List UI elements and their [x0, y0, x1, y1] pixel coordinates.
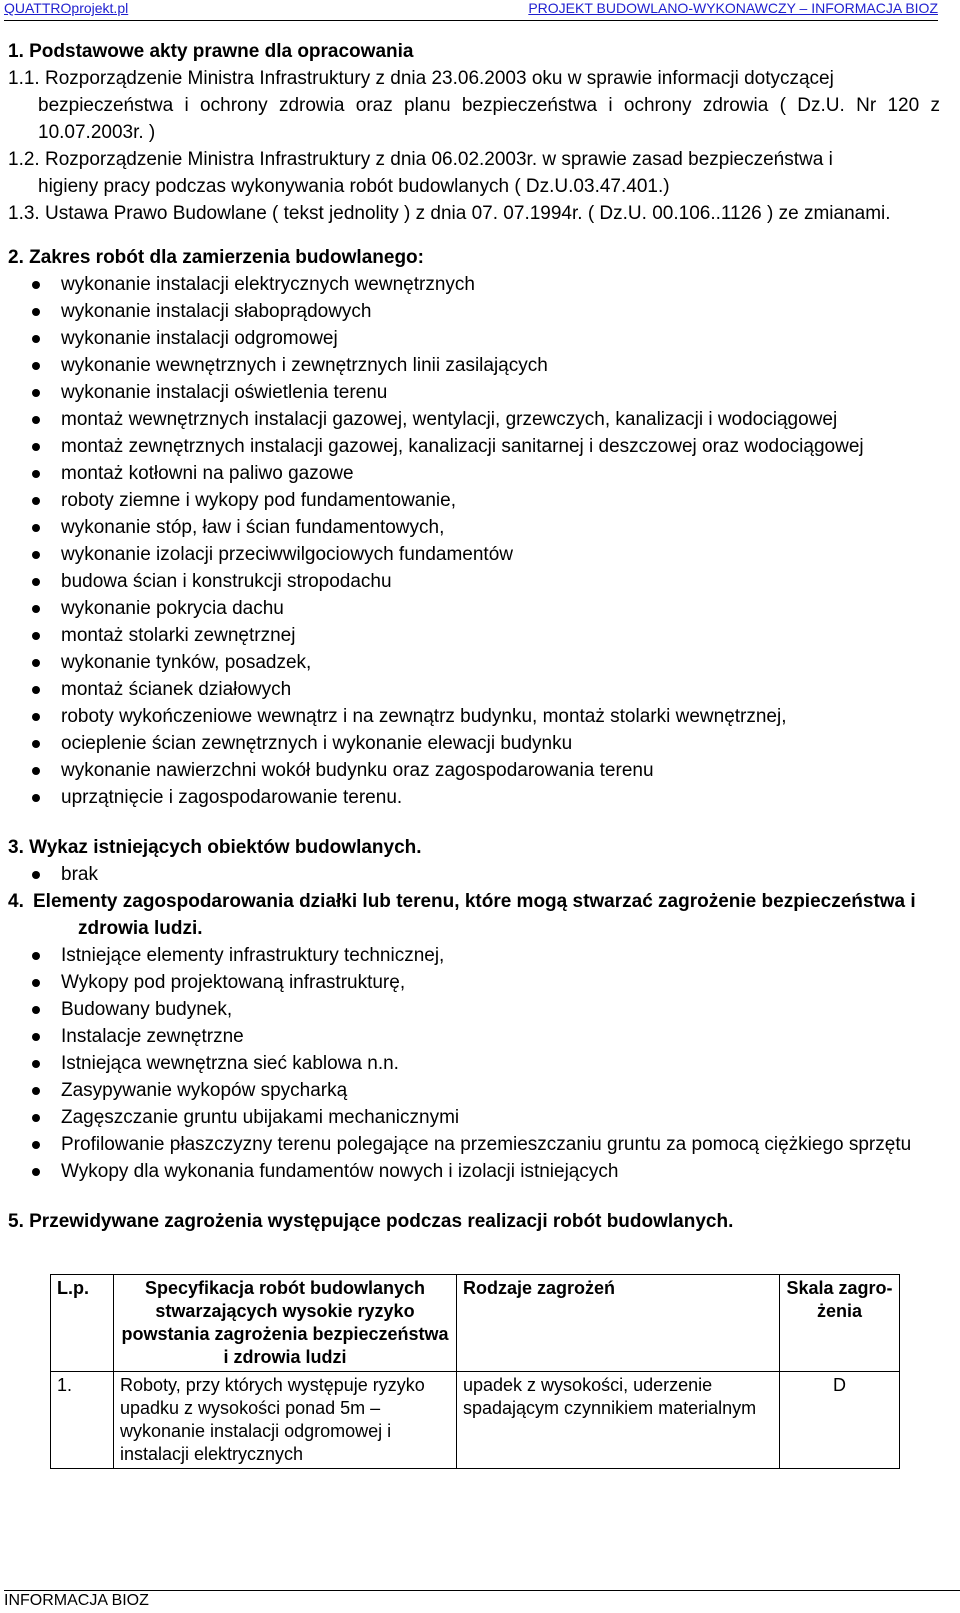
list-item-text: Istniejące elementy infrastruktury technicznej,	[61, 945, 445, 966]
list-item	[8, 460, 940, 487]
page-footer: INFORMACJA BIOZ	[4, 1590, 960, 1611]
list-item	[8, 730, 940, 757]
list-item-text: wykonanie wewnętrznych i zewnętrznych linii zasilających	[61, 355, 548, 376]
bullet-icon	[32, 632, 40, 640]
section-1-item-1-rest: bezpieczeństwa i ochrony zdrowia oraz planu bezpieczeństwa i ochrony zdrowia ( Dz.U. Nr 120 z 10.07.2003r. )	[38, 95, 940, 143]
list-item	[8, 676, 940, 703]
bullet-icon	[32, 605, 40, 613]
bullet-icon	[32, 659, 40, 667]
bullet-icon	[32, 952, 40, 960]
bullet-icon	[32, 794, 40, 802]
table-header-row	[51, 1275, 900, 1372]
list-item	[8, 541, 940, 568]
list-item-text: Istniejąca wewnętrzna sieć kablowa n.n.	[61, 1053, 399, 1074]
bullet-icon	[32, 416, 40, 424]
spacer	[8, 227, 940, 244]
list-item-text: wykonanie tynków, posadzek,	[61, 652, 312, 673]
list-item	[8, 784, 940, 811]
list-item	[8, 942, 940, 969]
section-2-list	[8, 271, 940, 811]
list-item	[8, 996, 940, 1023]
list-item-text: montaż kotłowni na paliwo gazowe	[61, 463, 354, 484]
list-item	[8, 757, 940, 784]
table-cell: Roboty, przy których występuje ryzyko upadku z wysokości ponad 5m – wykonanie instalacji odgromowej i instalacji elektrycznych	[114, 1372, 457, 1469]
list-item	[8, 1158, 940, 1185]
table-cell: D	[780, 1372, 900, 1469]
list-item-text: montaż ścianek działowych	[61, 679, 292, 700]
list-item-text: roboty ziemne i wykopy pod fundamentowanie,	[61, 490, 457, 511]
bullet-icon	[32, 1114, 40, 1122]
list-item-text: Wykopy pod projektowaną infrastrukturę,	[61, 972, 406, 993]
list-item	[8, 1104, 940, 1131]
spacer	[8, 811, 940, 834]
list-item-text: ocieplenie ścian zewnętrznych i wykonanie elewacji budynku	[61, 733, 573, 754]
table-cell: upadek z wysokości, uderzenie spadającym czynnikiem materialnym	[457, 1372, 780, 1469]
document-body	[8, 38, 940, 1235]
table-row	[51, 1372, 900, 1469]
list-item	[8, 1050, 940, 1077]
list-item	[8, 703, 940, 730]
section-2-heading: 2. Zakres robót dla zamierzenia budowlanego:	[8, 247, 424, 268]
list-item-text: Instalacje zewnętrzne	[61, 1026, 244, 1047]
section-1-item-3	[8, 200, 940, 227]
list-item	[8, 568, 940, 595]
section-3-heading: 3. Wykaz istniejących obiektów budowlanych.	[8, 837, 422, 858]
spacer	[8, 1185, 940, 1208]
list-item-text: uprzątnięcie i zagospodarowanie terenu.	[61, 787, 403, 808]
page-header	[4, 0, 938, 21]
bullet-icon	[32, 578, 40, 586]
bullet-icon	[32, 740, 40, 748]
list-item-text: Budowany budynek,	[61, 999, 233, 1020]
bullet-icon	[32, 979, 40, 987]
bullet-icon	[32, 1006, 40, 1014]
bullet-icon	[32, 1060, 40, 1068]
list-item-text: wykonanie instalacji oświetlenia terenu	[61, 382, 388, 403]
bullet-icon	[32, 524, 40, 532]
section-4-title-line-1: Elementy zagospodarowania działki lub terenu, które mogą stwarzać zagrożenie bezpieczeństwa i	[33, 891, 916, 912]
list-item-text: Zagęszczanie gruntu ubijakami mechanicznymi	[61, 1107, 460, 1128]
list-item-text: montaż wewnętrznych instalacji gazowej, wentylacji, grzewczych, kanalizacji i wodociągowej	[61, 409, 838, 430]
bullet-icon	[32, 362, 40, 370]
list-item	[8, 595, 940, 622]
list-item-text: wykonanie stóp, ław i ścian fundamentowych,	[61, 517, 445, 538]
bullet-icon	[32, 281, 40, 289]
list-item	[8, 406, 940, 433]
list-item	[8, 298, 940, 325]
list-item-text: Zasypywanie wykopów spycharką	[61, 1080, 348, 1101]
section-1-item-2-first-line: 1.2. Rozporządzenie Ministra Infrastruktury z dnia 06.02.2003r. w sprawie zasad bezpieczeństwa i	[8, 149, 833, 170]
list-item	[8, 969, 940, 996]
bullet-icon	[32, 470, 40, 478]
section-1-item-1	[8, 65, 940, 146]
section-3-list	[8, 861, 940, 888]
bullet-icon	[32, 1168, 40, 1176]
table-header-cell: Rodzaje zagrożeń	[457, 1275, 780, 1372]
bullet-icon	[32, 871, 40, 879]
list-item	[8, 271, 940, 298]
section-1-heading: 1. Podstawowe akty prawne dla opracowania	[8, 41, 414, 62]
bullet-icon	[32, 308, 40, 316]
list-item	[8, 433, 940, 460]
bullet-icon	[32, 389, 40, 397]
list-item	[8, 1023, 940, 1050]
list-item-text: wykonanie instalacji odgromowej	[61, 328, 338, 349]
list-item	[8, 379, 940, 406]
hazards-table	[50, 1274, 900, 1469]
bullet-icon	[32, 551, 40, 559]
section-1-item-1-first-line: 1.1. Rozporządzenie Ministra Infrastruktury z dnia 23.06.2003 oku w sprawie informacji dotyczącej	[8, 68, 834, 89]
bullet-icon	[32, 1087, 40, 1095]
table-header-cell: Skala zagro-żenia	[780, 1275, 900, 1372]
list-item-text: wykonanie instalacji elektrycznych wewnętrznych	[61, 274, 475, 295]
bullet-icon	[32, 713, 40, 721]
table-header-cell: Specyfikacja robót budowlanych stwarzających wysokie ryzyko powstania zagrożenia bezpieczeństwa i zdrowia ludzi	[114, 1275, 457, 1372]
list-item-text: brak	[61, 864, 98, 885]
bullet-icon	[32, 1141, 40, 1149]
list-item	[8, 352, 940, 379]
list-item-text: budowa ścian i konstrukcji stropodachu	[61, 571, 392, 592]
section-5-heading: 5. Przewidywane zagrożenia występujące podczas realizacji robót budowlanych.	[8, 1211, 734, 1232]
section-1-item-2-rest: higieny pracy podczas wykonywania robót budowlanych ( Dz.U.03.47.401.)	[38, 176, 670, 197]
bullet-icon	[32, 335, 40, 343]
section-4-list	[8, 942, 940, 1185]
section-4-number: 4.	[8, 891, 24, 912]
list-item	[8, 1077, 940, 1104]
list-item	[8, 861, 940, 888]
bullet-icon	[32, 497, 40, 505]
bullet-icon	[32, 686, 40, 694]
list-item-text: Profilowanie płaszczyzny terenu polegające na przemieszczaniu gruntu za pomocą ciężkiego sprzętu	[61, 1134, 912, 1155]
header-site-link[interactable]: QUATTROprojekt.pl	[4, 0, 129, 16]
list-item-text: roboty wykończeniowe wewnątrz i na zewnątrz budynku, montaż stolarki wewnętrznej,	[61, 706, 787, 727]
header-document-title-link[interactable]: PROJEKT BUDOWLANO-WYKONAWCZY – INFORMACJA BIOZ	[528, 0, 938, 16]
list-item-text: montaż stolarki zewnętrznej	[61, 625, 296, 646]
list-item	[8, 325, 940, 352]
section-4-title-line-2: zdrowia ludzi.	[78, 918, 203, 939]
bullet-icon	[32, 767, 40, 775]
list-item-text: montaż zewnętrznych instalacji gazowej, kanalizacji sanitarnej i deszczowej oraz wodociągowej	[61, 436, 864, 457]
table-cell: 1.	[51, 1372, 114, 1469]
list-item	[8, 1131, 940, 1158]
list-item-text: Wykopy dla wykonania fundamentów nowych i izolacji istniejących	[61, 1161, 619, 1182]
section-1-item-2	[8, 146, 940, 200]
bullet-icon	[32, 1033, 40, 1041]
list-item	[8, 487, 940, 514]
list-item-text: wykonanie instalacji słaboprądowych	[61, 301, 372, 322]
list-item	[8, 649, 940, 676]
list-item	[8, 514, 940, 541]
table-header-cell: L.p.	[51, 1275, 114, 1372]
section-1-item-3-first-line: 1.3. Ustawa Prawo Budowlane ( tekst jednolity ) z dnia 07. 07.1994r. ( Dz.U. 00.106..1126 ) ze zmianami.	[8, 203, 891, 224]
section-4-heading	[8, 888, 940, 942]
bullet-icon	[32, 443, 40, 451]
list-item-text: wykonanie izolacji przeciwwilgociowych fundamentów	[61, 544, 513, 565]
list-item-text: wykonanie nawierzchni wokół budynku oraz zagospodarowania terenu	[61, 760, 654, 781]
list-item	[8, 622, 940, 649]
list-item-text: wykonanie pokrycia dachu	[61, 598, 284, 619]
